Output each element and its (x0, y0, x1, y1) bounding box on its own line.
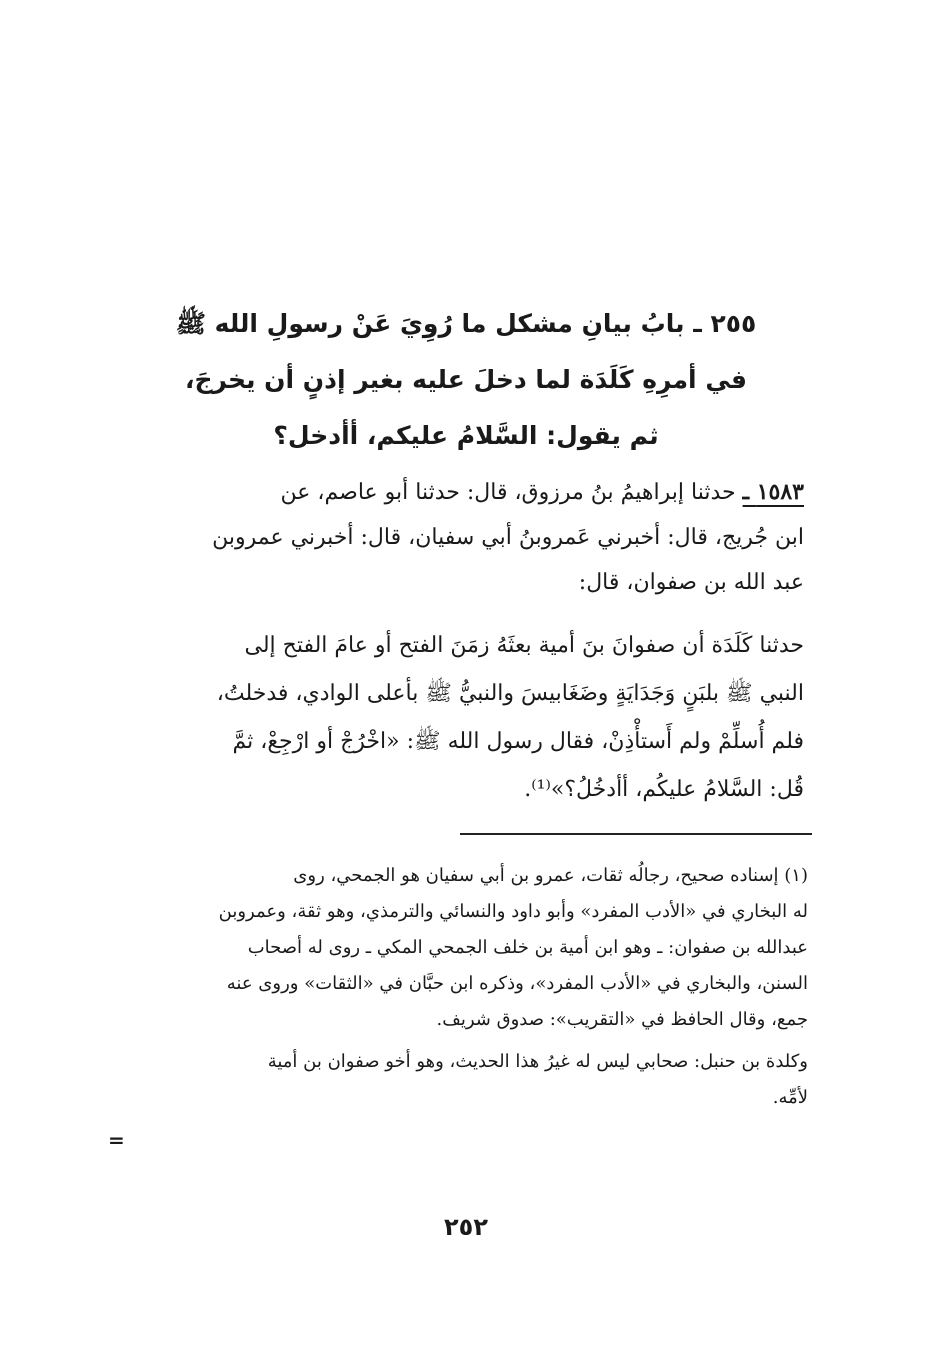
hadith-number: ١٥٨٣ ـ (742, 479, 804, 505)
hadith-matn (96, 622, 804, 814)
footnote-line: وكلدة بن حنبل: صحابي ليس له غيرُ هذا الحديث، وهو أخو صفوان بن أمية (267, 1051, 808, 1072)
footnote-1-continued (100, 1044, 808, 1116)
isnad-line-1-text: حدثنا إبراهيمُ بنُ مرزوق، قال: حدثنا أبو عاصم، عن (280, 480, 736, 505)
footnote-line: (١) إسناده صحيح، رجالُه ثقات، عمرو بن أبي سفيان هو الجمحي، روى (293, 865, 808, 886)
footnote-divider (460, 833, 812, 835)
matn-line-1: حدثنا كَلَدَة أن صفوانَ بنَ أمية بعثَهُ زمَنَ الفتح أو عامَ الفتح إلى (244, 633, 804, 658)
footnotes (100, 858, 808, 1116)
chapter-heading (130, 296, 802, 464)
matn-line-4: قُل: السَّلامُ عليكُم، أأدخُلُ؟»⁽¹⁾. (524, 777, 804, 802)
footnote-line: السنن، والبخاري في «الأدب المفرد»، وذكره ابن حبَّان في «الثقات» وروى عنه (226, 973, 808, 994)
chapter-heading-line-3: ثم يقول: السَّلامُ عليكم، أأدخل؟ (273, 421, 659, 450)
hadith-isnad (96, 470, 804, 605)
footnote-line: جمع، وقال الحافظ في «التقريب»: صدوق شريف. (436, 1009, 808, 1030)
isnad-line-1 (96, 470, 804, 515)
isnad-line-2: ابن جُريج، قال: أخبرني عَمروبنُ أبي سفيان، قال: أخبرني عمروبن (212, 525, 804, 550)
isnad-line-3: عبد الله بن صفوان، قال: (578, 570, 804, 595)
footnote-line: لأمِّه. (772, 1087, 808, 1108)
matn-line-2: النبي ﷺ بلبَنٍ وَجَدَايَةٍ وضَغَابيسَ والنبيُّ ﷺ بأعلى الوادي، فدخلتُ، (216, 681, 804, 706)
footnote-line: له البخاري في «الأدب المفرد» وأبو داود والنسائي والترمذي، وهو ثقة، وعمروبن (218, 901, 808, 922)
page-number: ٢٥٢ (444, 1213, 488, 1241)
chapter-heading-line-1: ٢٥٥ ـ بابُ بيانِ مشكل ما رُوِيَ عَنْ رسولِ الله ﷺ (175, 309, 757, 338)
matn-line-3: فلم أُسلِّمْ ولم أَستأْذِنْ، فقال رسول الله ﷺ: «اخْرُجْ أو ارْجِعْ، ثمَّ (232, 729, 804, 754)
footnote-1 (100, 858, 808, 1038)
chapter-heading-line-2: في أمرِهِ كَلَدَة لما دخلَ عليه بغير إذنٍ أن يخرجَ، (184, 365, 747, 394)
continuation-mark: = (108, 1128, 125, 1152)
footnote-line: عبدالله بن صفوان: ـ وهو ابن أمية بن خلف الجمحي المكي ـ روى له أصحاب (247, 937, 808, 958)
